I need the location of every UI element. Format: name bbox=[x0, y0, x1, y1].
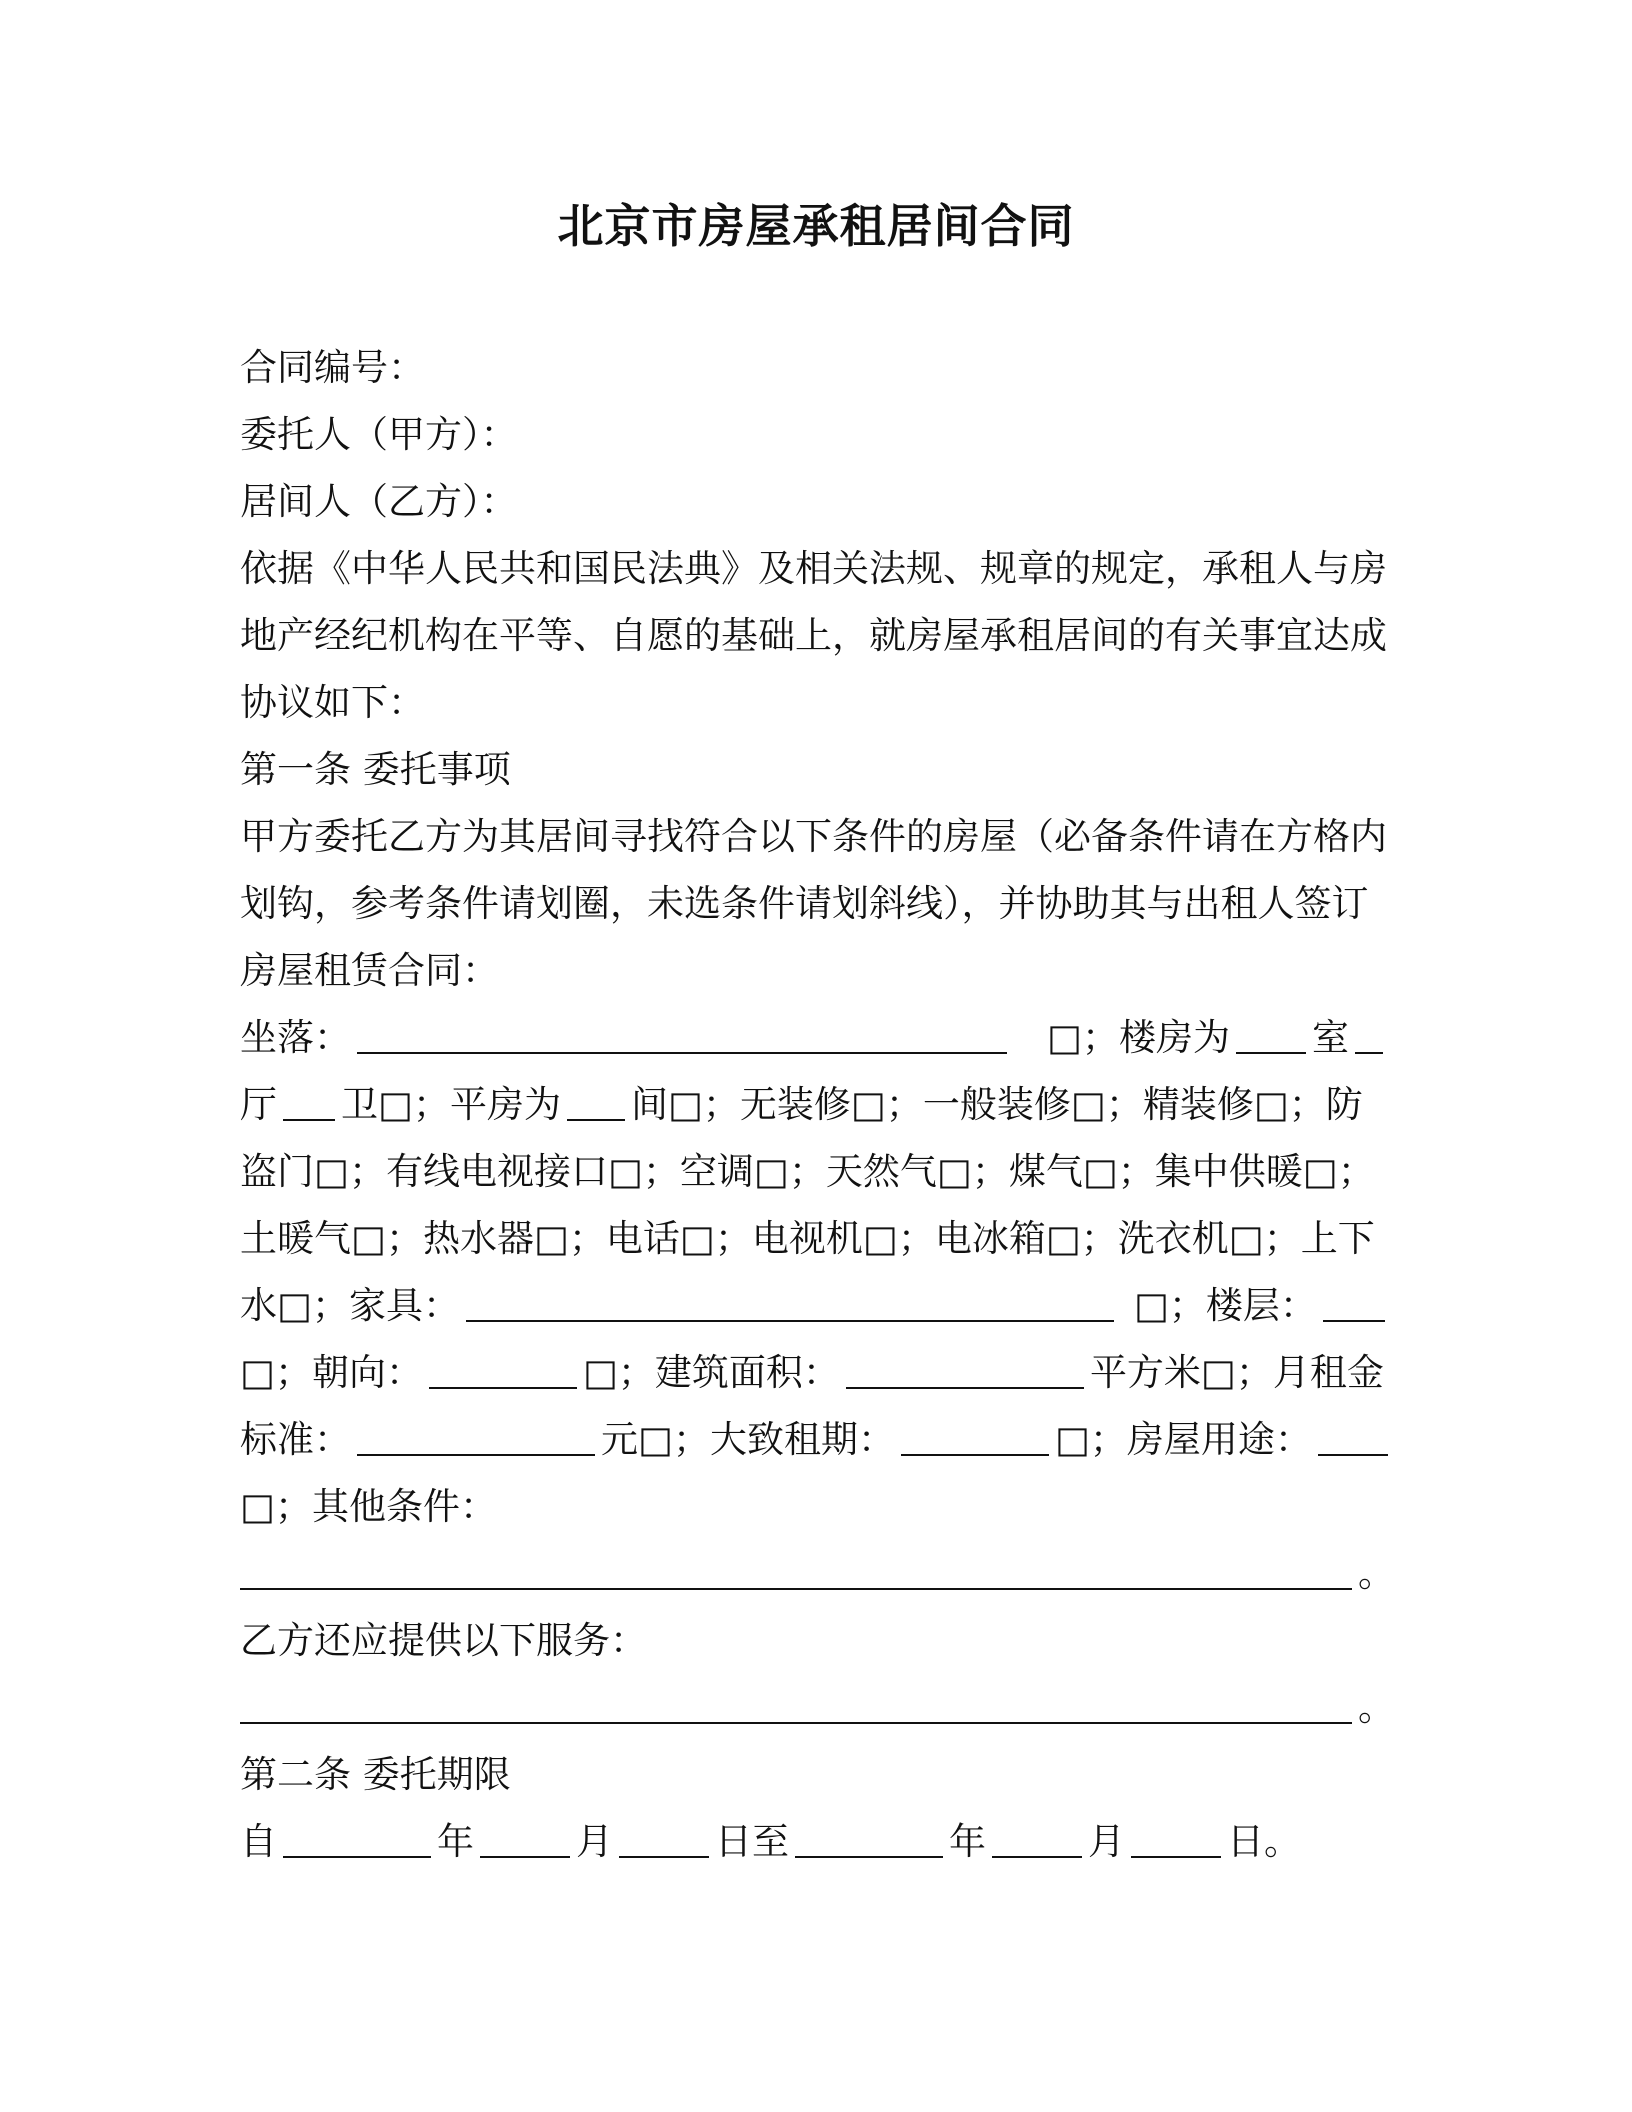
orientation-line bbox=[240, 1343, 1384, 1403]
building-label: □；楼房为 bbox=[1047, 1016, 1230, 1059]
party-a-label: 委托人（甲方）： bbox=[240, 413, 518, 456]
furniture-blank[interactable] bbox=[466, 1276, 1114, 1322]
rooms-label: 室 bbox=[1311, 1016, 1349, 1059]
location-blank[interactable] bbox=[357, 1008, 1007, 1054]
halls-line bbox=[240, 1075, 1363, 1135]
start-day-blank[interactable] bbox=[619, 1812, 709, 1858]
article-1-intro-1: 甲方委托乙方为其居间寻找符合以下条件的房屋（必备条件请在方格内 bbox=[240, 815, 1387, 858]
start-year-blank[interactable] bbox=[283, 1812, 431, 1858]
year-label: 年 bbox=[949, 1820, 986, 1863]
monthly-rent-label: 平方米□；月租金 bbox=[1089, 1351, 1384, 1394]
article-1-heading: 第一条 委托事项 bbox=[240, 748, 511, 791]
decoration-options: 间□；无装修□；一般装修□；精装修□；防 bbox=[630, 1083, 1363, 1126]
services-label: 乙方还应提供以下服务： bbox=[240, 1619, 647, 1662]
rooms-blank[interactable] bbox=[1236, 1008, 1306, 1054]
article-1-intro-3: 房屋租赁合同： bbox=[240, 949, 499, 992]
article-2-heading: 第二条 委托期限 bbox=[240, 1753, 511, 1796]
day-end-label: 日。 bbox=[1227, 1820, 1301, 1863]
bungalow-label: 卫□；平房为 bbox=[341, 1083, 561, 1126]
orientation-label: □；朝向： bbox=[240, 1351, 423, 1394]
location-label: 坐落： bbox=[240, 1016, 351, 1059]
end-day-blank[interactable] bbox=[1131, 1812, 1221, 1858]
usage-blank[interactable] bbox=[1318, 1410, 1388, 1456]
amenities-line-2: 土暖气□；热水器□；电话□；电视机□；电冰箱□；洗衣机□；上下 bbox=[240, 1217, 1375, 1260]
month-label: 月 bbox=[1088, 1820, 1125, 1863]
term-line bbox=[240, 1812, 1301, 1872]
day-to-label: 日至 bbox=[715, 1820, 789, 1863]
rent-standard-label: 标准： bbox=[240, 1418, 351, 1461]
services-line bbox=[240, 1678, 1395, 1738]
area-blank[interactable] bbox=[846, 1343, 1084, 1389]
preamble-line-2: 地产经纪机构在平等、自愿的基础上，就房屋承租居间的有关事宜达成 bbox=[240, 614, 1387, 657]
furniture-label: 水□；家具： bbox=[240, 1284, 460, 1327]
year-label: 年 bbox=[437, 1820, 474, 1863]
rent-amount-blank[interactable] bbox=[357, 1410, 595, 1456]
preamble-line-3: 协议如下： bbox=[240, 681, 425, 724]
baths-blank[interactable] bbox=[283, 1075, 335, 1121]
party-b-label: 居间人（乙方）： bbox=[240, 480, 518, 523]
other-conditions-blank[interactable] bbox=[240, 1544, 1352, 1590]
usage-label: □；房屋用途： bbox=[1054, 1418, 1312, 1461]
preamble-line-1: 依据《中华人民共和国民法典》及相关法规、规章的规定，承租人与房 bbox=[240, 547, 1387, 590]
document-title: 北京市房屋承租居间合同 bbox=[557, 199, 1075, 253]
location-line bbox=[240, 1008, 1383, 1068]
services-blank[interactable] bbox=[240, 1678, 1352, 1724]
amenities-line-1: 盗门□；有线电视接口□；空调□；天然气□；煤气□；集中供暖□； bbox=[240, 1150, 1375, 1193]
bungalow-rooms-blank[interactable] bbox=[567, 1075, 625, 1121]
lease-term-blank[interactable] bbox=[901, 1410, 1049, 1456]
halls-blank-start[interactable] bbox=[1355, 1008, 1383, 1054]
period-mark: 。 bbox=[1358, 1686, 1395, 1729]
furniture-line bbox=[240, 1276, 1385, 1336]
floor-label: □；楼层： bbox=[1133, 1284, 1317, 1327]
period-mark: 。 bbox=[1358, 1552, 1395, 1595]
floor-blank[interactable] bbox=[1323, 1276, 1385, 1322]
month-label: 月 bbox=[576, 1820, 613, 1863]
end-month-blank[interactable] bbox=[992, 1812, 1082, 1858]
end-year-blank[interactable] bbox=[795, 1812, 943, 1858]
area-label: □；建筑面积： bbox=[582, 1351, 840, 1394]
rent-standard-line bbox=[240, 1410, 1388, 1470]
halls-label: 厅 bbox=[240, 1083, 277, 1126]
orientation-blank[interactable] bbox=[429, 1343, 577, 1389]
other-conditions-line bbox=[240, 1544, 1395, 1604]
article-1-intro-2: 划钩，参考条件请划圈，未选条件请划斜线），并协助其与出租人签订 bbox=[240, 882, 1369, 925]
lease-term-label: 元□；大致租期： bbox=[601, 1418, 895, 1461]
start-month-blank[interactable] bbox=[480, 1812, 570, 1858]
from-label: 自 bbox=[240, 1820, 277, 1863]
other-conditions-label: □；其他条件： bbox=[240, 1485, 497, 1528]
contract-number-label: 合同编号： bbox=[240, 346, 425, 389]
